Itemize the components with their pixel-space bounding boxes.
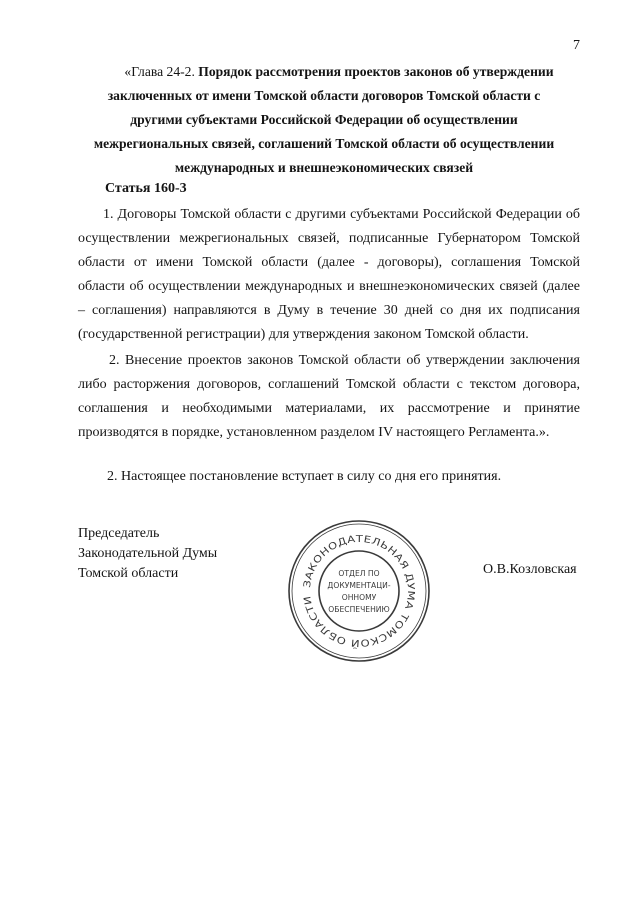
chapter-title-line-2: заключенных от имени Томской области договоров Томской области с: [107, 88, 541, 103]
signatory-title-line-2: Законодательной Думы: [78, 546, 218, 561]
signature-block: [78, 524, 217, 584]
paragraph-1: 1. Договоры Томской области с другими субъектами Российской Федерации об осуществлении межрегиональных связей, подписанные Губернатором Томской области от имени Томской области (далее - договоры), соглашения Томской области об осуществлении международных и внешнеэкономических связей (далее – соглашения) направляются в Думу в течение 30 дней со дня их подписания (государственной регистрации) для утверждения законом Томской области.: [78, 207, 580, 342]
seal-center-line-3: ОННОМУ: [341, 593, 377, 602]
seal-center-line-2: ДОКУМЕНТАЦИ-: [327, 581, 391, 590]
page-number: 7: [573, 38, 580, 53]
chapter-title-line-5: международных и внешнеэкономических связей: [174, 160, 474, 175]
seal-ring-text: ЗАКОНОДАТЕЛЬНАЯ ДУМА ТОМСКОЙ ОБЛАСТИ: [302, 533, 417, 649]
article-title: Статья 160-3: [105, 181, 187, 196]
seal-center-line-4: ОБЕСПЕЧЕНИЮ: [328, 605, 390, 614]
effective-clause: 2. Настоящее постановление вступает в силу со дня его принятия.: [107, 469, 502, 484]
chapter-prefix: «Глава 24-2.: [124, 64, 199, 79]
seal-inner-ring: [319, 551, 399, 631]
signatory-title-line-1: Председатель: [78, 526, 160, 541]
seal-icon: [286, 518, 432, 664]
chapter-title-line-1: Порядок рассмотрения проектов законов об утверждении: [198, 64, 554, 79]
chapter-heading: [78, 60, 570, 180]
paragraph-2: 2. Внесение проектов законов Томской области об утверждении заключения либо расторжения договоров, соглашений Томской области с текстом договора, соглашения и необходимыми материалами, их рассмотрение и принятие производятся в порядке, установленном разделом IV настоящего Регламента.».: [78, 353, 580, 440]
signatory-name: О.В.Козловская: [483, 562, 577, 577]
seal-center-text: [327, 569, 390, 614]
signatory-title-line-3: Томской области: [78, 566, 179, 581]
article-body: [78, 203, 580, 445]
chapter-title-line-4: межрегиональных связей, соглашений Томской области об осуществлении: [93, 136, 555, 151]
seal-center-line-1: ОТДЕЛ ПО: [338, 569, 380, 578]
chapter-title-line-3: другими субъектами Российской Федерации об осуществлении: [130, 112, 518, 127]
official-seal: [286, 518, 432, 664]
